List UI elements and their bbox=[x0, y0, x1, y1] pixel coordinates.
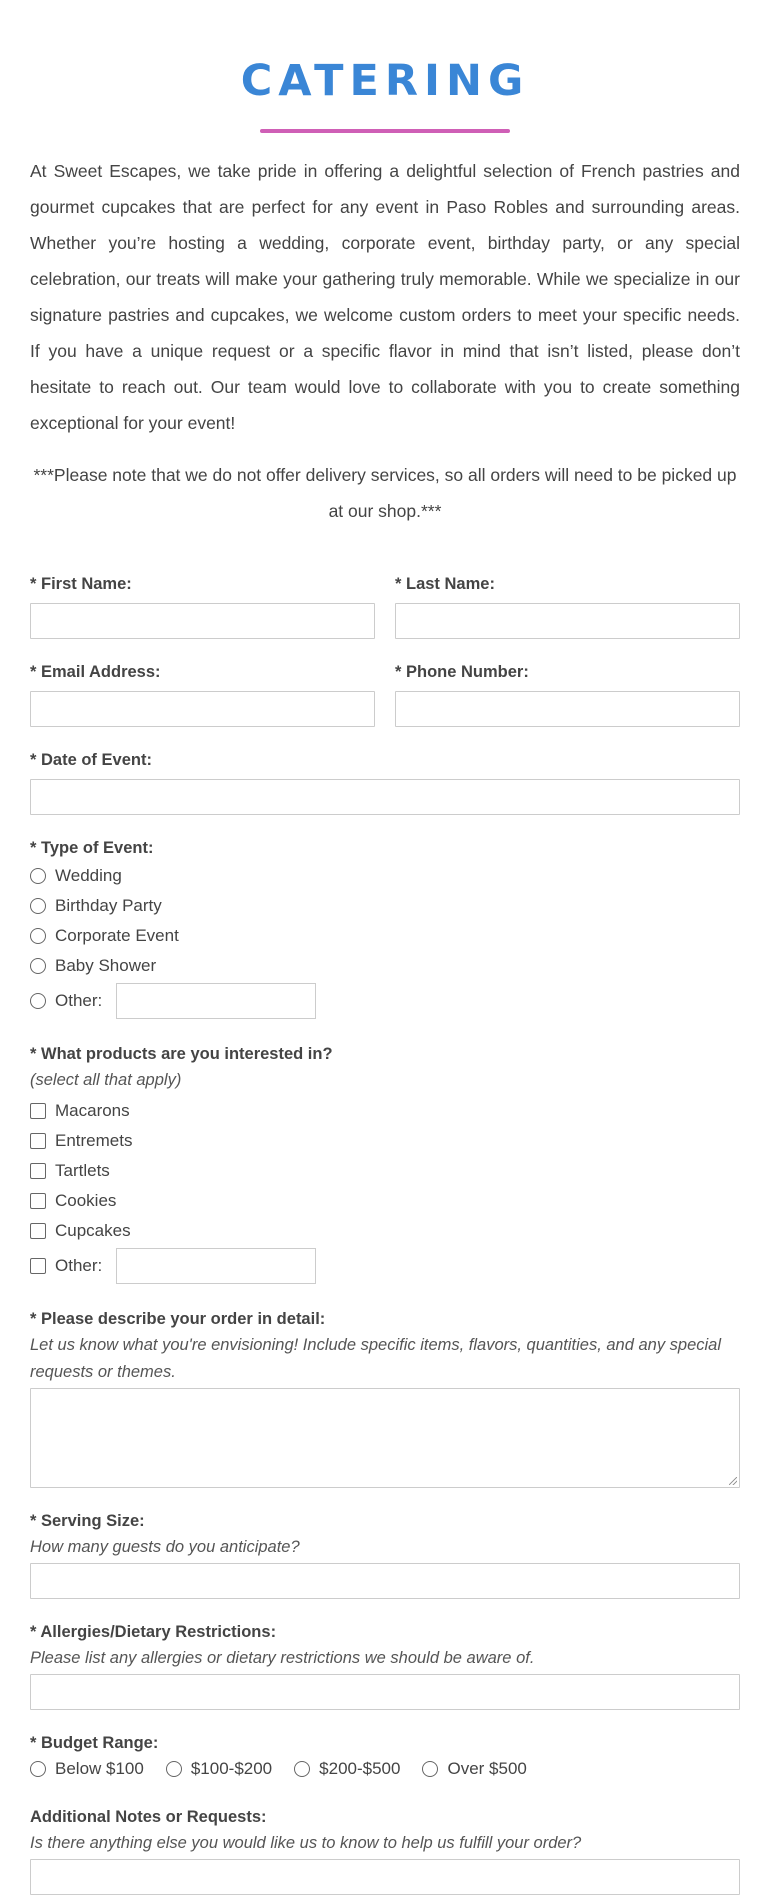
option-label: Baby Shower bbox=[55, 956, 157, 975]
event-type-option[interactable] bbox=[30, 861, 740, 891]
option-label: Macarons bbox=[55, 1101, 130, 1120]
event-date-field[interactable] bbox=[30, 779, 740, 815]
title-underline bbox=[260, 129, 510, 133]
option-label: Below $100 bbox=[55, 1759, 144, 1778]
radio-button[interactable] bbox=[422, 1761, 438, 1777]
product-option[interactable] bbox=[30, 1096, 740, 1126]
radio-button[interactable] bbox=[294, 1761, 310, 1777]
event-type-label: * Type of Event: bbox=[30, 839, 154, 857]
allergies-field[interactable] bbox=[30, 1674, 740, 1710]
checkbox[interactable] bbox=[30, 1193, 46, 1209]
last-name-field[interactable] bbox=[395, 603, 740, 639]
serving-size-field[interactable] bbox=[30, 1563, 740, 1599]
event-type-other-field[interactable] bbox=[116, 983, 316, 1019]
checkbox[interactable] bbox=[30, 1258, 46, 1274]
notes-label: Additional Notes or Requests: bbox=[30, 1808, 267, 1826]
event-type-option[interactable] bbox=[30, 951, 740, 981]
radio-button[interactable] bbox=[30, 898, 46, 914]
phone-field[interactable] bbox=[395, 691, 740, 727]
order-detail-textarea[interactable] bbox=[30, 1388, 740, 1488]
option-label: $100-$200 bbox=[190, 1759, 273, 1778]
phone-label: * Phone Number: bbox=[395, 663, 529, 681]
checkbox[interactable] bbox=[30, 1163, 46, 1179]
option-label: Cupcakes bbox=[55, 1221, 131, 1240]
order-detail-label: * Please describe your order in detail: bbox=[30, 1310, 326, 1328]
intro-paragraph: At Sweet Escapes, we take pride in offering a delightful selection of French pastries and gourmet cupcakes that are perfect for any event in Paso Robles and surrounding areas. Whether you’re hosting a wedding, corporate event, birthday party, or any special celebration, our treats will make your gathering truly memorable. While we specialize in our signature pastries and cupcakes, we welcome custom orders to meet your specific needs. If you have a unique request or a specific flavor in mind that isn’t listed, please don’t hesitate to reach out. Our team would love to collaborate with you to create something exceptional for your event! bbox=[30, 161, 740, 433]
catering-form bbox=[30, 573, 740, 1895]
resize-handle-icon[interactable] bbox=[729, 1477, 737, 1485]
allergies-label: * Allergies/Dietary Restrictions: bbox=[30, 1623, 277, 1641]
option-label: $200-$500 bbox=[319, 1759, 401, 1778]
serving-size-label: * Serving Size: bbox=[30, 1512, 145, 1530]
option-label: Tartlets bbox=[55, 1161, 110, 1180]
option-label: Cookies bbox=[55, 1191, 117, 1210]
first-name-label: * First Name: bbox=[30, 575, 132, 593]
last-name-label: * Last Name: bbox=[395, 575, 495, 593]
product-option[interactable] bbox=[30, 1216, 740, 1246]
budget-option[interactable] bbox=[422, 1754, 526, 1784]
checkbox[interactable] bbox=[30, 1133, 46, 1149]
serving-size-hint: How many guests do you anticipate? bbox=[30, 1538, 300, 1556]
radio-button[interactable] bbox=[166, 1761, 182, 1777]
products-label: * What products are you interested in? bbox=[30, 1045, 333, 1063]
email-field[interactable] bbox=[30, 691, 375, 727]
product-other-field[interactable] bbox=[116, 1248, 316, 1284]
notes-hint: Is there anything else you would like us to know to help us fulfill your order? bbox=[30, 1834, 582, 1852]
notes-field[interactable] bbox=[30, 1859, 740, 1895]
order-detail-hint: Let us know what you're envisioning! Include specific items, flavors, quantities, and any special requests or themes. bbox=[30, 1336, 722, 1381]
product-option-other[interactable] bbox=[30, 1246, 740, 1286]
product-option[interactable] bbox=[30, 1156, 740, 1186]
option-label: Wedding bbox=[55, 866, 122, 885]
budget-label: * Budget Range: bbox=[30, 1734, 159, 1752]
option-label: Other: bbox=[55, 1256, 103, 1275]
budget-group bbox=[30, 1732, 740, 1784]
products-group bbox=[30, 1043, 740, 1286]
products-hint: (select all that apply) bbox=[30, 1071, 182, 1089]
radio-button[interactable] bbox=[30, 958, 46, 974]
option-label: Corporate Event bbox=[55, 926, 179, 945]
event-type-group bbox=[30, 837, 740, 1021]
radio-button[interactable] bbox=[30, 993, 46, 1009]
radio-button[interactable] bbox=[30, 868, 46, 884]
budget-option[interactable] bbox=[166, 1754, 272, 1784]
event-type-option[interactable] bbox=[30, 921, 740, 951]
allergies-hint: Please list any allergies or dietary restrictions we should be aware of. bbox=[30, 1649, 535, 1667]
radio-button[interactable] bbox=[30, 928, 46, 944]
page-title: CATERING bbox=[240, 56, 530, 106]
checkbox[interactable] bbox=[30, 1103, 46, 1119]
product-option[interactable] bbox=[30, 1126, 740, 1156]
option-label: Entremets bbox=[55, 1131, 133, 1150]
budget-option[interactable] bbox=[30, 1754, 144, 1784]
first-name-field[interactable] bbox=[30, 603, 375, 639]
pickup-note: ***Please note that we do not offer delivery services, so all orders will need to be picked up at our shop.*** bbox=[33, 465, 737, 521]
option-label: Over $500 bbox=[447, 1759, 527, 1778]
event-type-option[interactable] bbox=[30, 891, 740, 921]
option-label: Birthday Party bbox=[55, 896, 162, 915]
product-option[interactable] bbox=[30, 1186, 740, 1216]
event-type-option-other[interactable] bbox=[30, 981, 740, 1021]
radio-button[interactable] bbox=[30, 1761, 46, 1777]
option-label: Other: bbox=[55, 991, 103, 1010]
event-date-label: * Date of Event: bbox=[30, 751, 152, 769]
email-label: * Email Address: bbox=[30, 663, 161, 681]
budget-option[interactable] bbox=[294, 1754, 400, 1784]
checkbox[interactable] bbox=[30, 1223, 46, 1239]
